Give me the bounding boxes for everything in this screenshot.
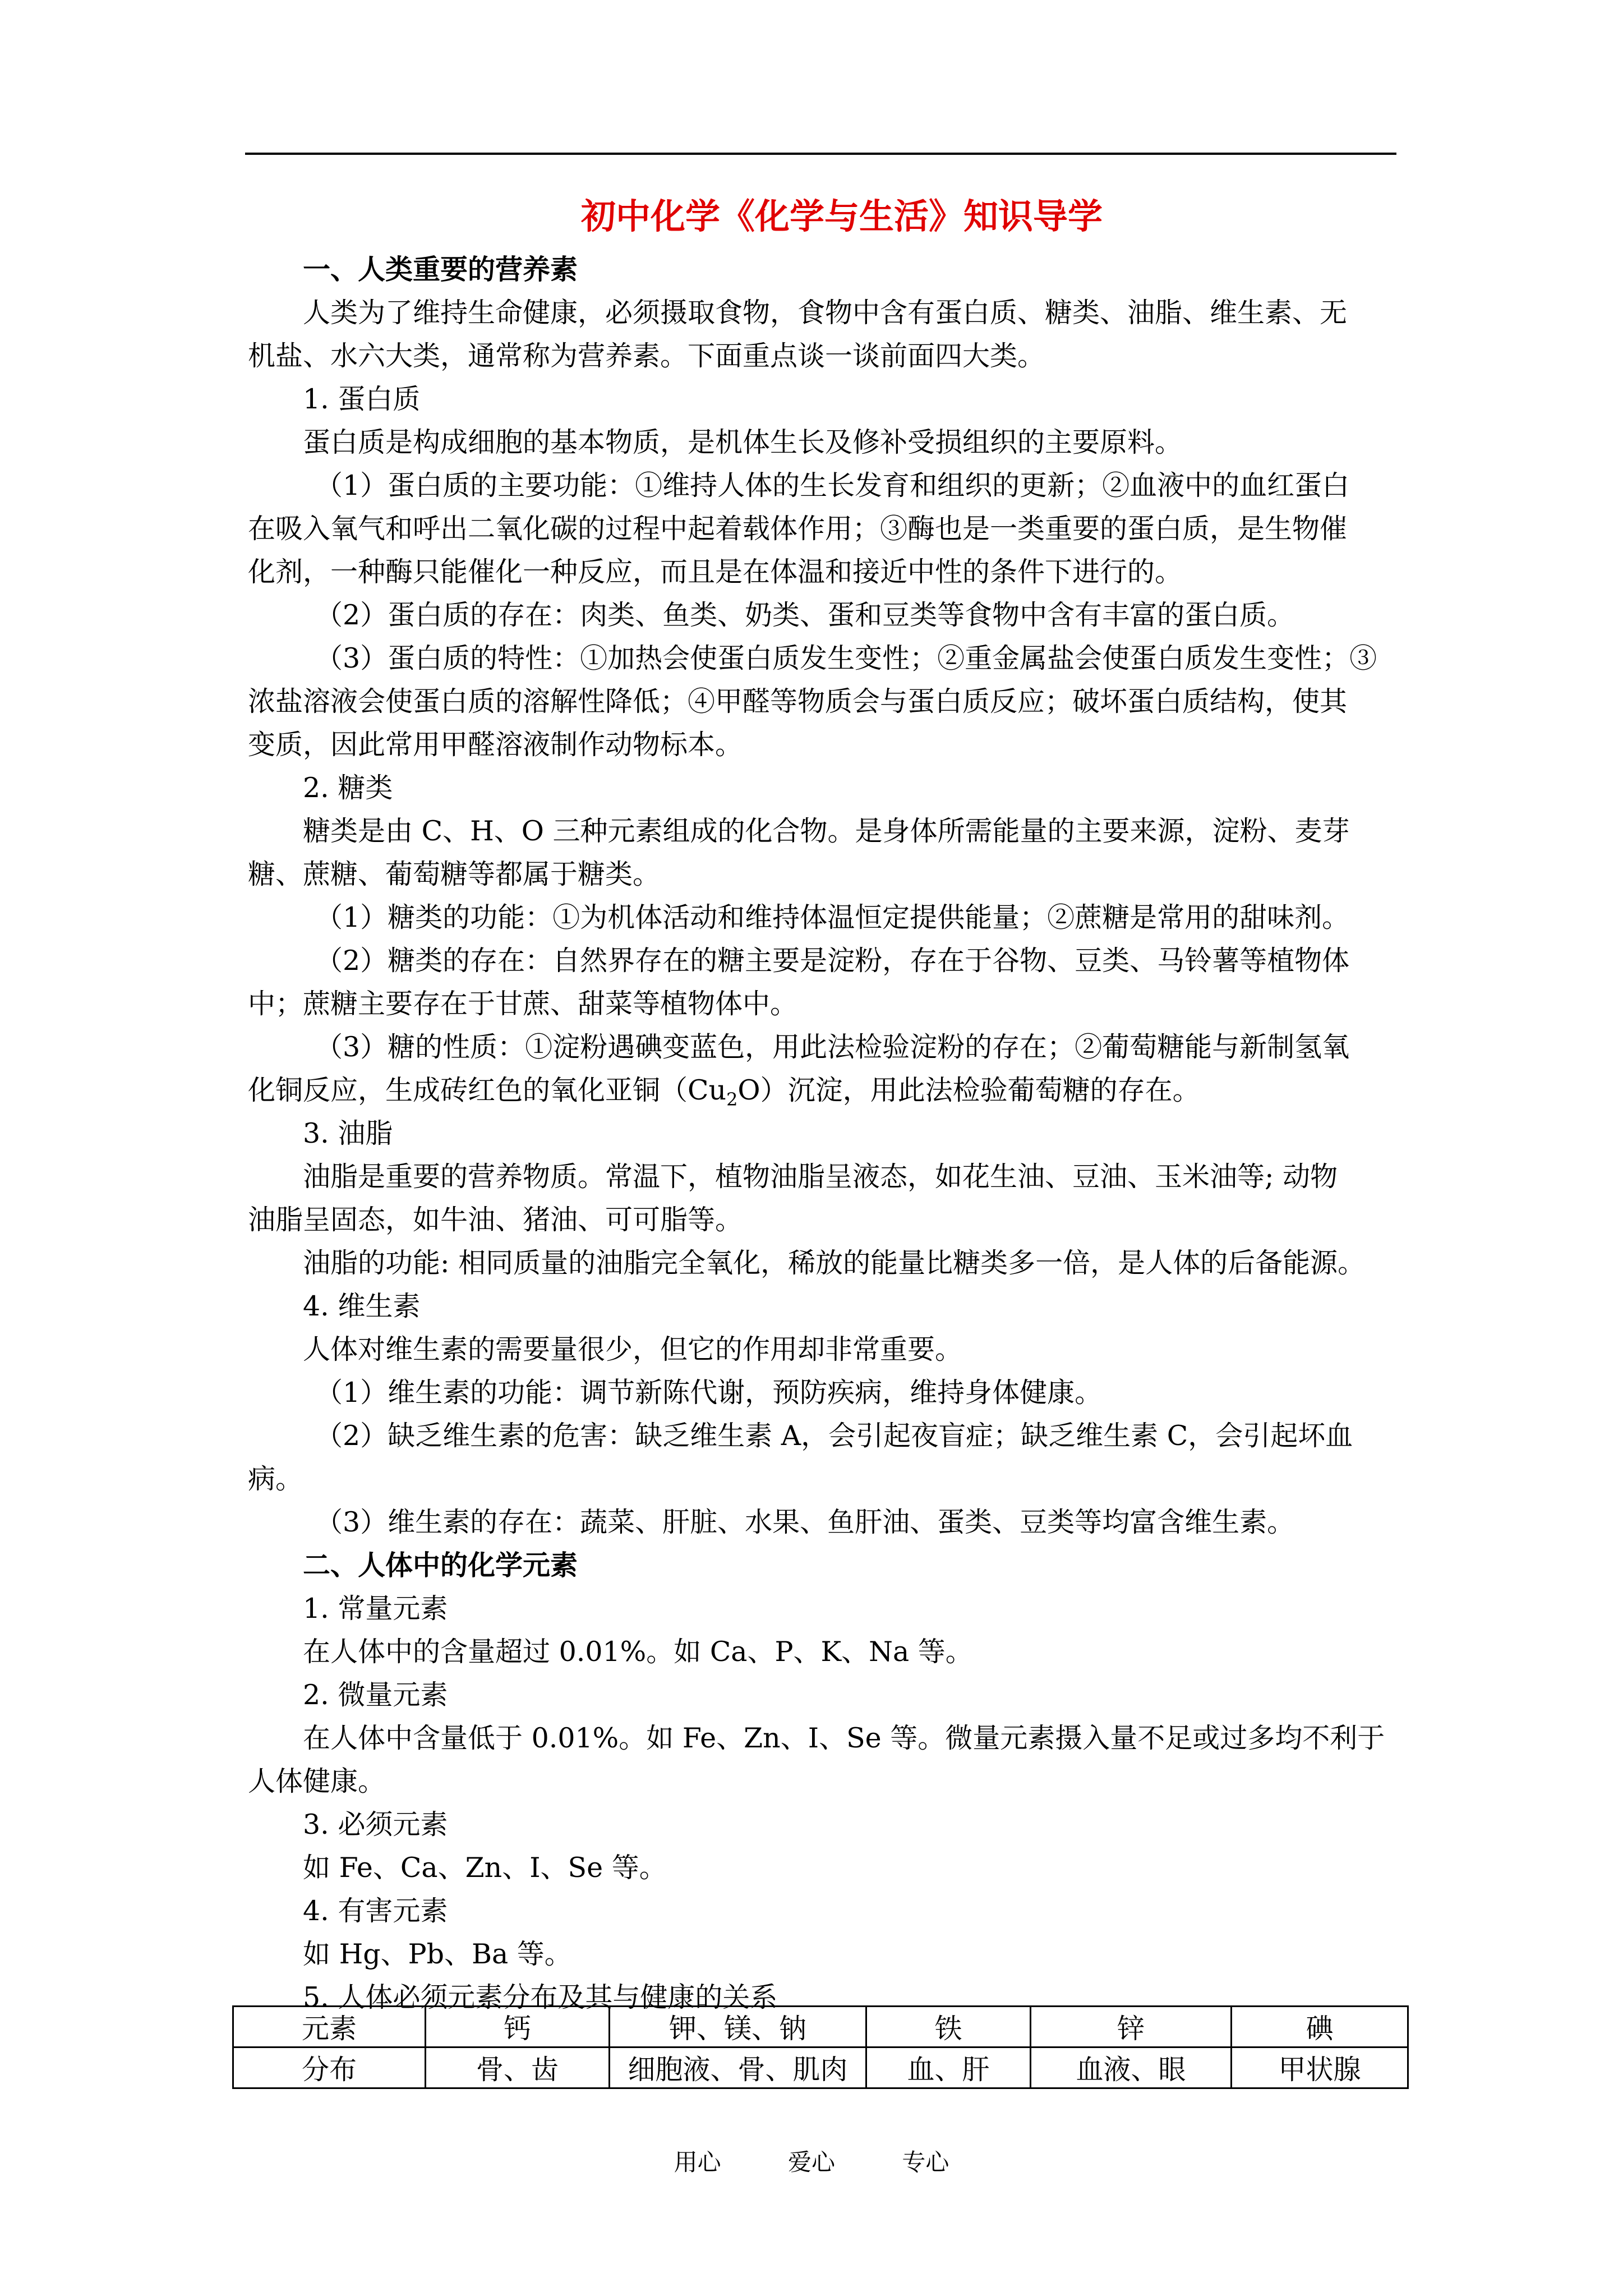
paragraph-line: （2）糖类的存在：自然界存在的糖主要是淀粉，存在于谷物、豆类、马铃薯等植物体 — [315, 945, 1350, 977]
paragraph-line: 人体对维生素的需要量很少，但它的作用却非常重要。 — [303, 1333, 963, 1365]
paragraph-line: 人类为了维持生命健康，必须摄取食物，食物中含有蛋白质、糖类、油脂、维生素、无 — [303, 297, 1348, 329]
table-heading: 5. 人体必须元素分布及其与健康的关系 — [303, 1981, 778, 2013]
footer-text: 爱心 — [787, 2148, 835, 2176]
paragraph-line: 化剂，一种酶只能催化一种反应，而且是在体温和接近中性的条件下进行的。 — [248, 556, 1183, 588]
paragraph-line: （3）维生素的存在：蔬菜、肝脏、水果、鱼肝油、蛋类、豆类等均富含维生素。 — [315, 1506, 1295, 1538]
paragraph-line — [248, 1069, 1396, 1112]
paragraph-line: 在吸入氧气和呼出二氧化碳的过程中起着载体作用；③酶也是一类重要的蛋白质，是生物催 — [248, 513, 1348, 545]
paragraph-line: 浓盐溶液会使蛋白质的溶解性降低；④甲醛等物质会与蛋白质反应；破坏蛋白质结构，使其 — [248, 685, 1348, 717]
paragraph-line: 人体健康。 — [248, 1765, 386, 1797]
paragraph-line: 如 Fe、Ca、Zn、I、Se 等。 — [303, 1852, 667, 1884]
paragraph-line: （3）糖的性质：①淀粉遇碘变蓝色，用此法检验淀粉的存在；②葡萄糖能与新制氢氧 — [315, 1031, 1350, 1063]
table-cell: 分布 — [233, 2047, 426, 2088]
paragraph-line: （2）蛋白质的存在：肉类、鱼类、奶类、蛋和豆类等食物中含有丰富的蛋白质。 — [315, 599, 1295, 631]
subsection-heading: 3. 油脂 — [303, 1117, 393, 1149]
paragraph-line: 变质，因此常用甲醛溶液制作动物标本。 — [248, 729, 743, 761]
table-cell: 血液、眼 — [1031, 2047, 1232, 2088]
table-row — [233, 2047, 1408, 2088]
subsection-heading: 1. 常量元素 — [303, 1593, 448, 1625]
page-footer — [0, 2144, 1623, 2178]
document-body — [248, 185, 1396, 2019]
table-cell: 骨、齿 — [426, 2047, 610, 2088]
paragraph-line: （1）蛋白质的主要功能：①维持人体的生长发育和组织的更新；②血液中的血红蛋白 — [315, 470, 1350, 501]
paragraph-line: 在人体中的含量超过 0.01%。如 Ca、P、K、Na 等。 — [303, 1636, 973, 1668]
paragraph-line: 如 Hg、Pb、Ba 等。 — [303, 1938, 572, 1970]
subscript: 2 — [726, 1088, 738, 1110]
subsection-heading: 2. 糖类 — [303, 772, 393, 804]
paragraph-line: 病。 — [248, 1463, 303, 1495]
table-cell: 细胞液、骨、肌肉 — [610, 2047, 866, 2088]
table-row — [233, 2007, 1408, 2047]
section-heading: 一、人类重要的营养素 — [303, 253, 578, 286]
paragraph-line: （1）维生素的功能：调节新陈代谢，预防疾病，维持身体健康。 — [315, 1377, 1103, 1409]
paragraph-line: 中；蔗糖主要存在于甘蔗、甜菜等植物体中。 — [248, 988, 798, 1020]
paragraph-line: 糖、蔗糖、葡萄糖等都属于糖类。 — [248, 858, 661, 890]
subsection-heading: 3. 必须元素 — [303, 1809, 448, 1841]
table-cell: 钾、镁、钠 — [610, 2007, 866, 2047]
table-cell: 血、肝 — [866, 2047, 1031, 2088]
table-cell: 锌 — [1031, 2007, 1232, 2047]
paragraph-line: 糖类是由 C、H、O 三种元素组成的化合物。是身体所需能量的主要来源，淀粉、麦芽 — [303, 815, 1350, 847]
table-cell: 铁 — [866, 2007, 1031, 2047]
subsection-heading: 4. 有害元素 — [303, 1895, 448, 1927]
paragraph-line: （3）蛋白质的特性：①加热会使蛋白质发生变性；②重金属盐会使蛋白质发生变性；③ — [315, 642, 1377, 674]
paragraph-line: 油脂是重要的营养物质。常温下，植物油脂呈液态，如花生油、豆油、玉米油等; 动物 — [303, 1161, 1338, 1193]
paragraph-line: 油脂呈固态，如牛油、猪油、可可脂等。 — [248, 1204, 743, 1236]
paragraph-line: 油脂的功能: 相同质量的油脂完全氧化，稀放的能量比糖类多一倍，是人体的后备能源。 — [303, 1247, 1366, 1279]
paragraph-line: 蛋白质是构成细胞的基本物质，是机体生长及修补受损组织的主要原料。 — [303, 426, 1183, 458]
page-title: 初中化学《化学与生活》知识导学 — [580, 196, 1103, 237]
header-rule — [245, 153, 1396, 155]
subsection-heading: 2. 微量元素 — [303, 1679, 448, 1711]
table-cell: 钙 — [426, 2007, 610, 2047]
paragraph-line: 在人体中含量低于 0.01%。如 Fe、Zn、I、Se 等。微量元素摄入量不足或过多均不利于 — [303, 1722, 1385, 1754]
text-run: 化铜反应，生成砖红色的氧化亚铜（Cu — [248, 1074, 727, 1106]
section-heading: 二、人体中的化学元素 — [303, 1549, 578, 1581]
paragraph-line: （2）缺乏维生素的危害：缺乏维生素 A，会引起夜盲症；缺乏维生素 C，会引起坏血 — [315, 1420, 1353, 1452]
paragraph-line: （1）糖类的功能：①为机体活动和维持体温恒定提供能量；②蔗糖是常用的甜味剂。 — [315, 901, 1350, 933]
footer-text: 用心 — [674, 2148, 721, 2176]
element-distribution-table — [232, 2005, 1409, 2089]
subsection-heading: 4. 维生素 — [303, 1290, 421, 1322]
table-cell: 碘 — [1232, 2007, 1408, 2047]
table-cell: 甲状腺 — [1232, 2047, 1408, 2088]
subsection-heading: 1. 蛋白质 — [303, 383, 421, 415]
table-cell: 元素 — [233, 2007, 426, 2047]
text-run: O）沉淀，用此法检验葡萄糖的存在。 — [737, 1074, 1200, 1106]
paragraph-line: 机盐、水六大类，通常称为营养素。下面重点谈一谈前面四大类。 — [248, 340, 1045, 372]
footer-text: 专心 — [902, 2148, 949, 2176]
